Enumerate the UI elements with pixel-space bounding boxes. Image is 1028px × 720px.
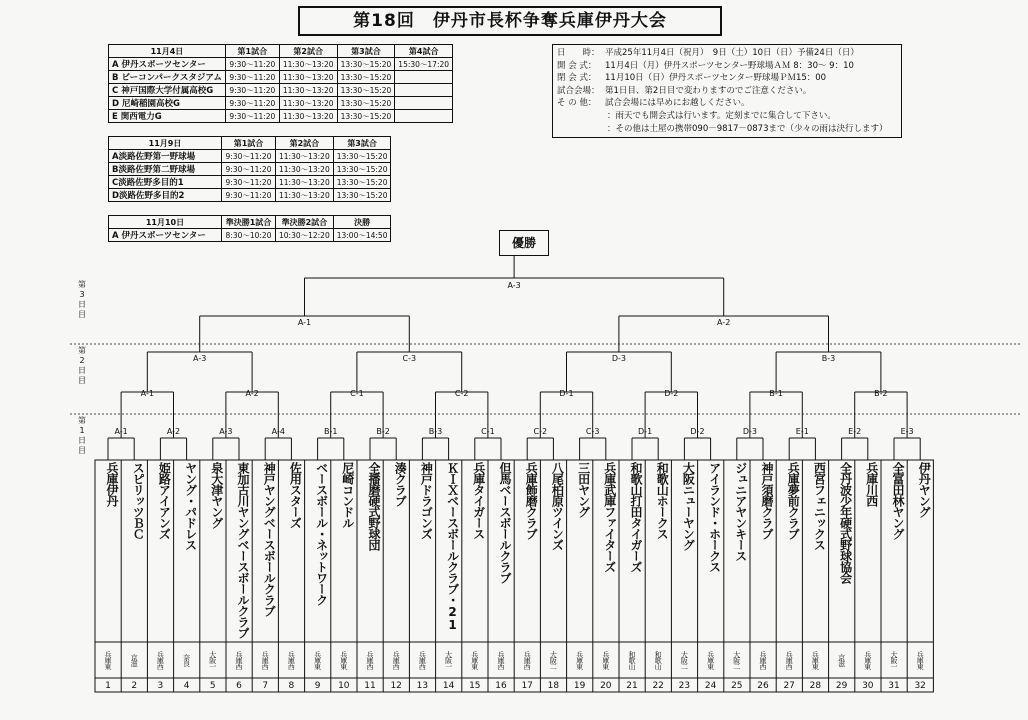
team-number: 21 — [626, 681, 638, 691]
column-header: 第4試合 — [395, 45, 453, 58]
column-header: 第2試合 — [279, 45, 337, 58]
team-number: 16 — [495, 681, 507, 691]
match-label: E-2 — [848, 427, 862, 436]
team-region: 兵庫東 — [811, 651, 820, 669]
venue-cell: D 尼崎稲園高校G — [109, 97, 226, 110]
team-number: 14 — [442, 681, 455, 691]
match-label: A-3 — [219, 427, 233, 436]
info-note: ：その他は土屋の携帯090－9817－0873まで（少々の雨は決行します） — [607, 123, 888, 134]
time-cell: 11:30～13:20 — [276, 189, 334, 202]
team-number: 9 — [314, 681, 321, 691]
match-label: B-3 — [821, 354, 836, 363]
team-region: 京滋 — [837, 654, 846, 666]
time-cell: 13:30～15:20 — [333, 150, 391, 163]
team-name: 泉大津ヤング — [209, 462, 224, 528]
time-cell: 13:00～14:50 — [333, 229, 391, 242]
team-region: 兵庫西 — [235, 651, 243, 669]
team-name: 三田ヤング — [576, 462, 591, 517]
team-number: 24 — [704, 681, 717, 691]
venue-cell: A淡路佐野第一野球場 — [109, 150, 222, 163]
match-label: E-3 — [900, 427, 914, 436]
tournament-title: 第18回 伊丹市長杯争奪兵庫伊丹大会 — [298, 6, 722, 36]
team-region: 大阪二 — [732, 651, 741, 669]
venue-cell: C 神戸国際大学付属高校G — [109, 84, 226, 97]
day1-label: 第1日目 — [78, 416, 86, 455]
team-number: 8 — [288, 681, 295, 691]
match-label: C-3 — [402, 354, 417, 363]
team-number: 13 — [416, 681, 429, 691]
team-number: 7 — [262, 681, 269, 691]
match-label: A-1 — [114, 427, 128, 436]
team-name: 八尾柏原ツインズ — [550, 462, 565, 550]
team-region: 兵庫東 — [104, 651, 112, 669]
time-cell: 9:30～11:20 — [225, 71, 279, 84]
team-region: 兵庫西 — [156, 651, 165, 669]
team-number: 1 — [105, 681, 111, 691]
team-number: 25 — [731, 681, 743, 691]
time-cell: 8:30～10:20 — [222, 229, 276, 242]
match-label: A-2 — [717, 318, 731, 327]
team-region: 大阪一 — [444, 651, 453, 669]
team-region: 大阪一 — [208, 651, 217, 669]
team-number: 18 — [547, 681, 560, 691]
match-label: D-1 — [638, 427, 653, 436]
team-name: 兵庫川西 — [864, 462, 879, 506]
team-name: 西宮フェニックス — [812, 462, 827, 550]
team-number: 23 — [678, 681, 691, 691]
team-region: 兵庫西 — [523, 651, 532, 669]
info-label: 日 時： — [557, 48, 600, 58]
time-cell: 11:30～13:20 — [279, 84, 337, 97]
match-label: A-2 — [245, 389, 259, 398]
info-text: 11月10日（日）伊丹スポーツセンター野球場ＰＭ15：00 — [605, 73, 827, 84]
info-label: そ の 他： — [557, 98, 597, 109]
venue-cell: D淡路佐野多目的2 — [109, 189, 222, 202]
info-label: 試合会場： — [557, 85, 600, 96]
team-number: 3 — [157, 681, 164, 691]
match-label: A-3 — [193, 354, 207, 363]
match-label: A-2 — [166, 427, 181, 436]
column-header: 決勝 — [333, 216, 391, 229]
team-number: 20 — [600, 681, 612, 691]
time-cell: 13:30～15:20 — [337, 71, 395, 84]
time-cell: 9:30～11:20 — [222, 189, 276, 202]
team-region: 兵庫東 — [575, 651, 584, 669]
team-name: 全播磨硬式野球団 — [367, 462, 381, 550]
match-label: B-2 — [376, 427, 390, 436]
team-region: 兵庫東 — [339, 651, 348, 669]
time-cell: 11:30～13:20 — [279, 58, 337, 71]
team-number: 27 — [783, 681, 795, 691]
match-label: E-1 — [795, 427, 809, 436]
time-cell: 11:30～13:20 — [279, 97, 337, 110]
team-region: 和歌山 — [628, 651, 636, 669]
team-number: 19 — [573, 681, 586, 691]
team-number: 29 — [835, 681, 848, 691]
day2-label: 第2日目 — [78, 346, 86, 385]
team-number: 6 — [236, 681, 242, 691]
team-name: 佐用スターズ — [288, 462, 303, 528]
time-cell: 10:30～12:20 — [276, 229, 334, 242]
column-header: 第1試合 — [222, 137, 276, 150]
team-number: 22 — [652, 681, 664, 691]
time-cell: 9:30～11:20 — [225, 110, 279, 123]
info-note: ：雨天でも開会式は行います。定刻までに集合して下さい。 — [607, 110, 836, 121]
time-cell: 9:30～11:20 — [222, 163, 276, 176]
match-label: D-3 — [611, 354, 626, 363]
team-region: 兵庫西 — [287, 651, 296, 669]
team-region: 兵庫西 — [497, 651, 505, 669]
venue-cell: A 伊丹スポーツセンター — [109, 229, 222, 242]
team-name: ヤング・パドレス — [183, 462, 198, 550]
match-label: C-3 — [585, 427, 600, 436]
time-cell: 11:30～13:20 — [276, 163, 334, 176]
team-region: 兵庫西 — [261, 651, 270, 669]
schedule-date: 11月10日 — [109, 216, 222, 229]
schedule-date: 11月9日 — [109, 137, 222, 150]
team-region: 兵庫東 — [601, 651, 610, 669]
info-text: 試合会場には早めにお越しください。 — [605, 98, 750, 109]
info-text: 11月4日（月）伊丹スポーツセンター野球場ＡＭ 8：30～ 9：10 — [605, 60, 854, 71]
match-label: C-2 — [533, 427, 548, 436]
match-label: D-2 — [664, 389, 679, 398]
team-region: 和歌山 — [654, 651, 663, 669]
time-cell: 13:30～15:20 — [337, 110, 395, 123]
team-number: 31 — [888, 681, 900, 691]
match-label: A-1 — [297, 318, 312, 327]
match-label: A-3 — [507, 281, 521, 290]
column-header: 第1試合 — [225, 45, 279, 58]
team-name: 和歌山ホークス — [655, 462, 670, 539]
venue-cell: B ビーコンパークスタジアム — [109, 71, 226, 84]
team-name: 東加古川ヤングベースボールクラブ — [236, 462, 250, 638]
team-name: 全富田林ヤング — [891, 462, 905, 539]
time-cell: 13:30～15:20 — [333, 189, 391, 202]
time-cell: 13:30～15:20 — [337, 84, 395, 97]
match-label: B-1 — [323, 427, 338, 436]
time-cell: 9:30～11:20 — [222, 150, 276, 163]
team-number: 4 — [183, 681, 190, 691]
team-name: 尼崎コンドル — [340, 462, 355, 528]
team-name: ＫＩＸベースボールクラブ・21 — [445, 462, 460, 631]
team-name: 兵庫タイガース — [471, 462, 486, 539]
column-header: 準決勝1試合 — [222, 216, 276, 229]
match-label: D-3 — [742, 427, 757, 436]
team-name: 神戸ヤングベースボールクラブ — [262, 462, 277, 616]
match-label: B-3 — [428, 427, 443, 436]
column-header: 第2試合 — [276, 137, 334, 150]
team-number: 30 — [862, 681, 874, 691]
info-text: 平成25年11月4日（祝月） 9日（土）10日（日）予備24日（日） — [605, 48, 859, 58]
team-number: 26 — [757, 681, 769, 691]
venue-cell: C淡路佐野多目的1 — [109, 176, 222, 189]
team-region: 京滋 — [130, 654, 139, 666]
team-region: 兵庫西 — [418, 651, 427, 669]
team-number: 28 — [809, 681, 822, 691]
column-header: 第3試合 — [337, 45, 395, 58]
team-name: 湊クラブ — [393, 462, 408, 506]
team-name: 兵庫夢前クラブ — [786, 462, 801, 539]
info-label: 開 会 式： — [557, 60, 597, 71]
time-cell: 9:30～11:20 — [225, 58, 279, 71]
match-label: B-2 — [874, 389, 888, 398]
team-region: 兵庫東 — [863, 651, 872, 669]
team-name: 姫路アイアンズ — [157, 462, 172, 539]
team-region: 兵庫西 — [759, 651, 767, 669]
match-label: D-1 — [559, 389, 574, 398]
team-name: 神戸須磨クラブ — [760, 462, 774, 539]
time-cell: 15:30～17:20 — [395, 58, 453, 71]
venue-cell: A 伊丹スポーツセンター — [109, 58, 226, 71]
team-region: 兵庫東 — [470, 651, 479, 669]
time-cell: 11:30～13:20 — [276, 176, 334, 189]
venue-cell: B淡路佐野第二野球場 — [109, 163, 222, 176]
team-name: 兵庫武庫ファイターズ — [602, 462, 617, 572]
champion-box: 優勝 — [499, 230, 549, 256]
team-number: 2 — [131, 681, 138, 691]
team-name: 大阪ニューヤング — [681, 462, 696, 550]
team-region: 兵庫西 — [392, 651, 401, 669]
match-label: C-2 — [454, 389, 469, 398]
team-number: 12 — [390, 681, 402, 691]
time-cell: 13:30～15:20 — [333, 163, 391, 176]
time-cell: 9:30～11:20 — [225, 97, 279, 110]
time-cell: 11:30～13:20 — [279, 71, 337, 84]
team-name: 全丹波少年硬式野球協会 — [838, 462, 853, 583]
team-region: 兵庫西 — [785, 651, 794, 669]
team-name: スピリッツＢＣ — [131, 462, 146, 539]
team-region: 奈良 — [182, 654, 191, 666]
time-cell: 9:30～11:20 — [222, 176, 276, 189]
team-name: ジュニアヤンキース — [733, 462, 748, 561]
day3-label: 第3日目 — [78, 280, 86, 319]
team-name: アイランド・ホークス — [707, 462, 722, 572]
match-label: C-1 — [350, 389, 364, 398]
match-label: C-1 — [481, 427, 495, 436]
match-label: A-1 — [140, 389, 154, 398]
team-name: 但馬ベースボールクラブ — [498, 462, 512, 583]
team-region: 大阪一 — [890, 651, 898, 669]
team-region: 大阪二 — [549, 651, 558, 669]
team-number: 15 — [469, 681, 481, 691]
team-name: 兵庫伊丹 — [105, 462, 119, 506]
match-label: D-2 — [690, 427, 705, 436]
time-cell: 13:30～15:20 — [337, 58, 395, 71]
team-region: 大阪二 — [680, 651, 689, 669]
team-name: 神戸ドラゴンズ — [419, 462, 434, 539]
team-number: 17 — [521, 681, 533, 691]
team-name: 和歌山打田タイガーズ — [629, 462, 643, 572]
venue-cell: E 関西電力G — [109, 110, 226, 123]
team-region: 兵庫西 — [366, 651, 374, 669]
team-number: 11 — [364, 681, 376, 691]
info-text: 第1日目、第2日目で変わりますのでご注意ください。 — [605, 85, 812, 96]
team-region: 兵庫東 — [916, 651, 925, 669]
match-label: A-4 — [271, 427, 285, 436]
team-number: 5 — [209, 681, 216, 691]
schedule-date: 11月4日 — [109, 45, 226, 58]
team-number: 32 — [914, 681, 926, 691]
team-name: 兵庫飾磨クラブ — [524, 462, 539, 539]
time-cell: 13:30～15:20 — [333, 176, 391, 189]
time-cell: 9:30～11:20 — [225, 84, 279, 97]
time-cell: 13:30～15:20 — [337, 97, 395, 110]
team-region: 兵庫東 — [706, 651, 715, 669]
time-cell: 11:30～13:20 — [276, 150, 334, 163]
team-name: ベースボール・ネットワーク — [314, 462, 329, 605]
time-cell: 11:30～13:20 — [279, 110, 337, 123]
team-name: 伊丹ヤング — [917, 462, 932, 517]
column-header: 準決勝2試合 — [276, 216, 334, 229]
info-label: 閉 会 式： — [557, 73, 597, 84]
match-label: B-1 — [769, 389, 783, 398]
team-number: 10 — [338, 681, 350, 691]
team-region: 兵庫東 — [313, 651, 322, 669]
column-header: 第3試合 — [333, 137, 391, 150]
